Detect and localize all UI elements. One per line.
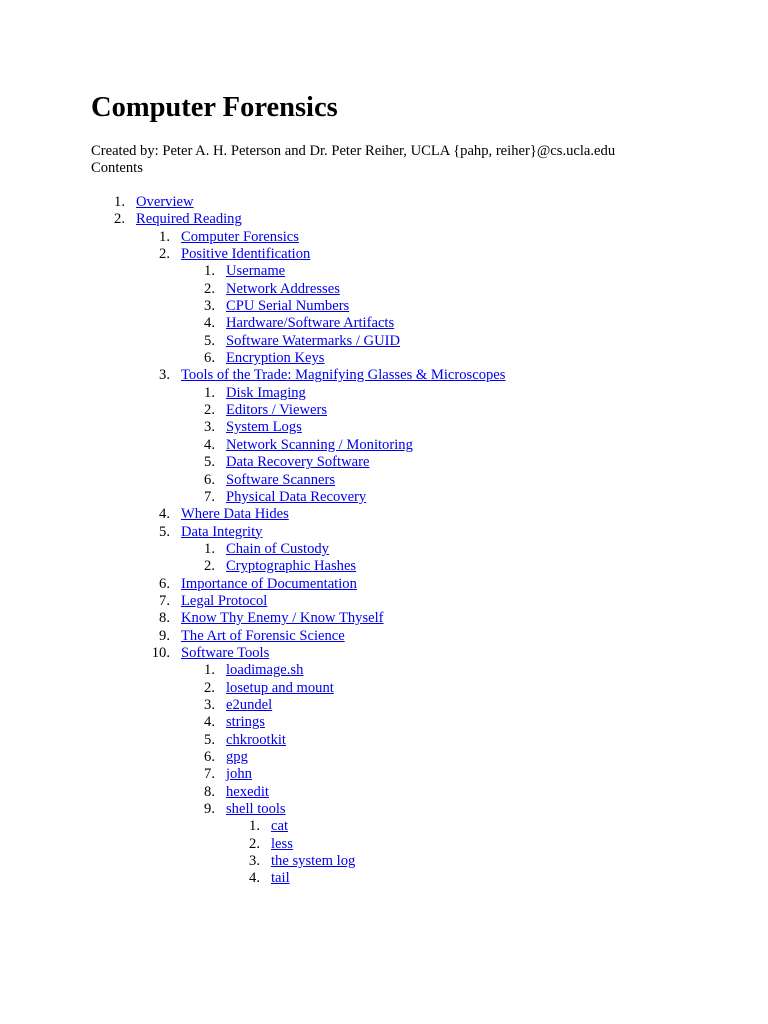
toc-link-computer-forensics[interactable]: Computer Forensics: [181, 228, 299, 245]
toc-item-number: 4.: [249, 870, 260, 887]
toc-link-tail[interactable]: tail: [271, 870, 290, 887]
toc-item-number: 2.: [249, 835, 260, 852]
toc-item-number: 4.: [204, 714, 215, 731]
toc-link-chain-of-custody[interactable]: Chain of Custody: [226, 540, 329, 557]
toc-link-less[interactable]: less: [271, 835, 293, 852]
toc-link-editors-viewers[interactable]: Editors / Viewers: [226, 402, 327, 419]
toc-item-number: 9.: [204, 801, 215, 818]
toc-item-number: 10.: [151, 644, 170, 661]
toc-item-number: 7.: [204, 766, 215, 783]
toc-link-software-tools[interactable]: Software Tools: [181, 644, 270, 661]
toc-link-data-recovery-software[interactable]: Data Recovery Software: [226, 454, 370, 471]
toc-item-number: 3.: [204, 696, 215, 713]
toc-link-cat[interactable]: cat: [271, 818, 289, 835]
toc-item-number: 5.: [159, 523, 170, 540]
toc-link-losetup-and-mount[interactable]: losetup and mount: [226, 679, 334, 696]
toc-link-where-data-hides[interactable]: Where Data Hides: [181, 506, 289, 523]
toc-item-number: 5.: [204, 332, 215, 349]
toc-item-number: 6.: [159, 575, 170, 592]
toc-link-the-system-log[interactable]: the system log: [271, 853, 356, 870]
toc-link-cryptographic-hashes[interactable]: Cryptographic Hashes: [226, 558, 357, 575]
toc-item-number: 4.: [204, 436, 215, 453]
toc-link-disk-imaging[interactable]: Disk Imaging: [226, 384, 306, 401]
toc-link-e2undel[interactable]: e2undel: [226, 696, 273, 713]
toc-item-number: 8.: [159, 610, 170, 627]
toc-link-software-watermarks-guid[interactable]: Software Watermarks / GUID: [226, 332, 401, 349]
toc-item-number: 2.: [204, 402, 215, 419]
toc-link-legal-protocol[interactable]: Legal Protocol: [181, 592, 268, 609]
toc-item-number: 9.: [159, 627, 170, 644]
toc-link-hexedit[interactable]: hexedit: [226, 783, 269, 800]
toc-item-number: 2.: [204, 679, 215, 696]
toc-link-john[interactable]: john: [226, 766, 252, 783]
contents-heading: Contents: [91, 160, 143, 176]
toc-item-number: 1.: [204, 540, 215, 557]
toc-item-number: 8.: [204, 783, 215, 800]
toc-link-required-reading[interactable]: Required Reading: [136, 211, 242, 228]
toc-link-hardware-software-artifacts[interactable]: Hardware/Software Artifacts: [226, 315, 395, 332]
toc-link-gpg[interactable]: gpg: [226, 749, 248, 765]
toc-item-number: 3.: [249, 853, 260, 870]
toc-link-loadimage-sh[interactable]: loadimage.sh: [226, 662, 304, 679]
created-by-line: Created by: Peter A. H. Peterson and Dr. Peter Reiher, UCLA {pahp, reiher}@cs.ucla.edu: [91, 143, 616, 159]
toc-item-number: 2.: [204, 558, 215, 575]
toc-link-physical-data-recovery[interactable]: Physical Data Recovery: [226, 488, 367, 505]
toc-item-number: 5.: [204, 731, 215, 748]
toc-item-number: 4.: [204, 315, 215, 332]
toc-link-software-scanners[interactable]: Software Scanners: [226, 471, 336, 488]
document-meta: [91, 143, 615, 177]
toc-link-tools-of-the-trade-magnifying-glasses-microscopes[interactable]: Tools of the Trade: Magnifying Glasses & Microscopes: [181, 367, 506, 384]
toc-item-number: 3.: [159, 367, 170, 384]
toc-item-number: 5.: [204, 454, 215, 471]
toc-link-network-scanning-monitoring[interactable]: Network Scanning / Monitoring: [226, 436, 413, 453]
toc-link-encryption-keys[interactable]: Encryption Keys: [226, 350, 325, 367]
toc-item-number: 6.: [204, 471, 215, 488]
toc-link-chkrootkit[interactable]: chkrootkit: [226, 731, 286, 748]
toc-link-network-addresses[interactable]: Network Addresses: [226, 280, 340, 297]
toc-item-number: 3.: [204, 298, 215, 315]
toc-item-number: 4.: [159, 506, 170, 523]
toc-link-data-integrity[interactable]: Data Integrity: [181, 523, 263, 540]
toc-link-importance-of-documentation[interactable]: Importance of Documentation: [181, 575, 357, 592]
toc-link-shell-tools[interactable]: shell tools: [226, 801, 286, 818]
toc-item-number: 3.: [204, 419, 215, 436]
toc-item-number: 1.: [159, 228, 170, 245]
toc-item-number: 7.: [159, 592, 170, 609]
toc-link-know-thy-enemy-know-thyself[interactable]: Know Thy Enemy / Know Thyself: [181, 610, 384, 627]
toc-item-number: 1.: [249, 818, 260, 835]
toc-item-number: 1.: [204, 384, 215, 401]
toc-link-system-logs[interactable]: System Logs: [226, 419, 302, 436]
toc-item-number: 6.: [204, 749, 215, 765]
toc-item-number: 6.: [204, 350, 215, 367]
toc-item-number: 2.: [114, 211, 125, 228]
toc-link-strings[interactable]: strings: [226, 714, 265, 731]
toc-link-the-art-of-forensic-science[interactable]: The Art of Forensic Science: [181, 627, 345, 644]
page-title: Computer Forensics: [91, 92, 338, 123]
toc-item-number: 1.: [204, 263, 215, 280]
toc-link-overview[interactable]: Overview: [136, 194, 194, 210]
toc-link-positive-identification[interactable]: Positive Identification: [181, 246, 311, 263]
toc-item-number: 2.: [159, 246, 170, 263]
toc-link-cpu-serial-numbers[interactable]: CPU Serial Numbers: [226, 298, 350, 315]
toc-item-number: 2.: [204, 280, 215, 297]
toc-item-number: 1.: [204, 662, 215, 679]
toc-link-username[interactable]: Username: [226, 263, 286, 280]
toc-item-number: 7.: [204, 488, 215, 505]
toc-item-number: 1.: [114, 194, 125, 210]
